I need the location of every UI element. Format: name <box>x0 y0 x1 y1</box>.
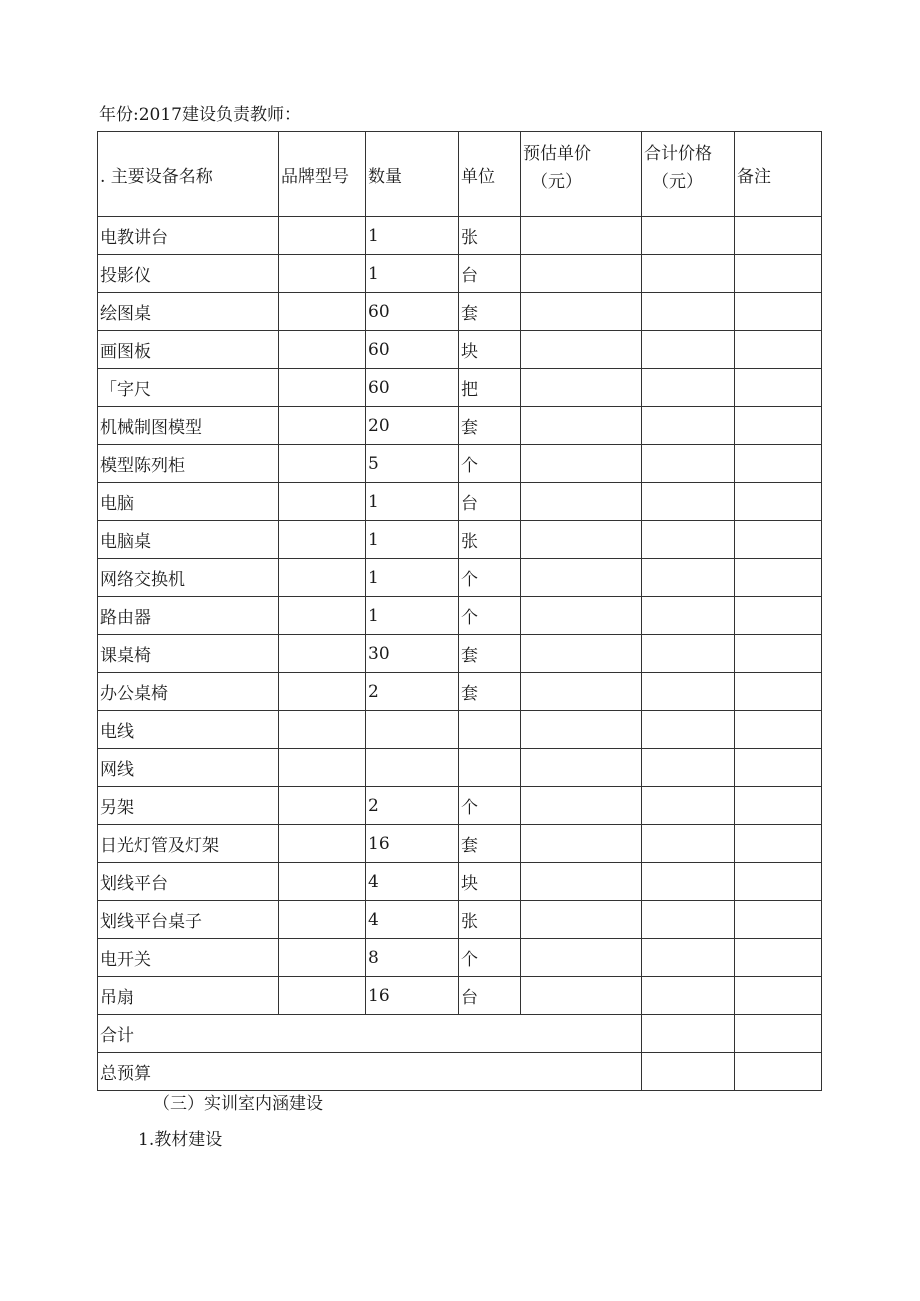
cell-name: 画图板 <box>98 331 279 369</box>
cell-unit: 个 <box>459 787 521 825</box>
cell-note <box>735 749 822 787</box>
cell-note <box>735 331 822 369</box>
cell-total-price <box>642 901 735 939</box>
cell-qty <box>366 749 459 787</box>
cell-name: 绘图桌 <box>98 293 279 331</box>
cell-qty: 5 <box>366 445 459 483</box>
cell-unit-price <box>521 331 642 369</box>
table-row <box>98 863 822 901</box>
cell-qty: 4 <box>366 901 459 939</box>
cell-note <box>735 217 822 255</box>
cell-total-price <box>642 635 735 673</box>
cell-unit: 套 <box>459 673 521 711</box>
cell-total-price <box>642 445 735 483</box>
col-header-name: . 主要设备名称 <box>98 132 279 217</box>
cell-brand <box>279 635 366 673</box>
cell-unit: 台 <box>459 483 521 521</box>
col-header-total-price-label: 合计价格 <box>644 144 712 164</box>
table-row <box>98 635 822 673</box>
cell-unit-price <box>521 293 642 331</box>
cell-note <box>735 787 822 825</box>
cell-brand <box>279 673 366 711</box>
table-header-row <box>98 132 822 217</box>
col-header-note: 备注 <box>735 132 822 217</box>
cell-qty: 60 <box>366 369 459 407</box>
cell-note <box>735 521 822 559</box>
table-row <box>98 939 822 977</box>
cell-unit-price <box>521 521 642 559</box>
cell-name: 办公桌椅 <box>98 673 279 711</box>
cell-note <box>735 293 822 331</box>
cell-unit: 套 <box>459 635 521 673</box>
cell-unit-price <box>521 597 642 635</box>
cell-name: 网络交换机 <box>98 559 279 597</box>
cell-unit-price <box>521 863 642 901</box>
cell-name: 日光灯管及灯架 <box>98 825 279 863</box>
cell-unit-price <box>521 635 642 673</box>
cell-note <box>735 559 822 597</box>
table-row <box>98 749 822 787</box>
cell-unit-price <box>521 901 642 939</box>
cell-qty: 1 <box>366 217 459 255</box>
cell-note <box>735 483 822 521</box>
cell-unit: 个 <box>459 597 521 635</box>
cell-unit: 张 <box>459 521 521 559</box>
table-row <box>98 901 822 939</box>
col-header-total-price-currency: （元） <box>652 172 703 192</box>
cell-unit-price <box>521 559 642 597</box>
cell-qty: 30 <box>366 635 459 673</box>
cell-unit: 块 <box>459 331 521 369</box>
cell-note <box>735 673 822 711</box>
cell-qty: 1 <box>366 559 459 597</box>
cell-brand <box>279 749 366 787</box>
cell-name: 投影仪 <box>98 255 279 293</box>
cell-unit-price <box>521 749 642 787</box>
summary-note <box>735 1015 822 1053</box>
cell-unit: 套 <box>459 825 521 863</box>
table-row <box>98 217 822 255</box>
cell-name: 电教讲台 <box>98 217 279 255</box>
cell-brand <box>279 863 366 901</box>
col-header-unit-price <box>521 132 642 217</box>
equipment-table <box>97 131 822 1091</box>
cell-total-price <box>642 597 735 635</box>
cell-brand <box>279 255 366 293</box>
col-header-brand: 品牌型号 <box>279 132 366 217</box>
summary-label: 总预算 <box>98 1053 642 1091</box>
cell-qty: 1 <box>366 483 459 521</box>
table-row <box>98 331 822 369</box>
cell-qty: 20 <box>366 407 459 445</box>
cell-total-price <box>642 217 735 255</box>
cell-note <box>735 635 822 673</box>
cell-name: 网线 <box>98 749 279 787</box>
cell-name: 划线平台 <box>98 863 279 901</box>
cell-brand <box>279 217 366 255</box>
cell-unit-price <box>521 673 642 711</box>
section-title: （三）实训室内涵建设 <box>153 1094 323 1114</box>
col-header-qty: 数量 <box>366 132 459 217</box>
cell-qty: 60 <box>366 331 459 369</box>
header-line: 年份:2017建设负责教师： <box>99 105 301 125</box>
summary-label: 合计 <box>98 1015 642 1053</box>
cell-unit-price <box>521 939 642 977</box>
subsection-title: 1.教材建设 <box>138 1130 223 1150</box>
cell-total-price <box>642 407 735 445</box>
cell-total-price <box>642 483 735 521</box>
cell-brand <box>279 939 366 977</box>
cell-total-price <box>642 711 735 749</box>
cell-unit: 台 <box>459 255 521 293</box>
cell-total-price <box>642 939 735 977</box>
cell-unit: 个 <box>459 939 521 977</box>
cell-unit: 套 <box>459 293 521 331</box>
summary-row <box>98 1015 822 1053</box>
cell-brand <box>279 369 366 407</box>
cell-qty: 16 <box>366 825 459 863</box>
col-header-unit-price-currency: （元） <box>531 172 582 192</box>
cell-qty: 1 <box>366 521 459 559</box>
cell-note <box>735 977 822 1015</box>
cell-note <box>735 445 822 483</box>
cell-total-price <box>642 673 735 711</box>
cell-brand <box>279 977 366 1015</box>
table-row <box>98 521 822 559</box>
cell-total-price <box>642 787 735 825</box>
table-row <box>98 369 822 407</box>
cell-qty: 1 <box>366 255 459 293</box>
cell-total-price <box>642 749 735 787</box>
cell-unit: 台 <box>459 977 521 1015</box>
cell-unit-price <box>521 217 642 255</box>
cell-qty: 4 <box>366 863 459 901</box>
table-row <box>98 255 822 293</box>
cell-qty: 8 <box>366 939 459 977</box>
cell-unit-price <box>521 977 642 1015</box>
cell-brand <box>279 483 366 521</box>
cell-name: 「字尺 <box>98 369 279 407</box>
cell-total-price <box>642 977 735 1015</box>
cell-unit: 张 <box>459 901 521 939</box>
cell-unit-price <box>521 445 642 483</box>
cell-name: 划线平台桌子 <box>98 901 279 939</box>
table-row <box>98 293 822 331</box>
cell-note <box>735 407 822 445</box>
table-row <box>98 711 822 749</box>
cell-name: 路由器 <box>98 597 279 635</box>
cell-brand <box>279 901 366 939</box>
cell-unit: 张 <box>459 217 521 255</box>
cell-note <box>735 863 822 901</box>
cell-name: 机械制图模型 <box>98 407 279 445</box>
cell-unit-price <box>521 255 642 293</box>
cell-note <box>735 901 822 939</box>
cell-qty: 2 <box>366 673 459 711</box>
cell-unit: 个 <box>459 559 521 597</box>
cell-unit-price <box>521 483 642 521</box>
table-row <box>98 787 822 825</box>
cell-qty <box>366 711 459 749</box>
cell-unit <box>459 749 521 787</box>
cell-unit-price <box>521 711 642 749</box>
cell-brand <box>279 825 366 863</box>
summary-row <box>98 1053 822 1091</box>
cell-brand <box>279 597 366 635</box>
cell-unit-price <box>521 369 642 407</box>
table-row <box>98 673 822 711</box>
cell-name: 吊扇 <box>98 977 279 1015</box>
cell-brand <box>279 559 366 597</box>
cell-note <box>735 597 822 635</box>
cell-brand <box>279 445 366 483</box>
cell-brand <box>279 293 366 331</box>
col-header-total-price <box>642 132 735 217</box>
summary-note <box>735 1053 822 1091</box>
cell-unit-price <box>521 825 642 863</box>
cell-note <box>735 255 822 293</box>
cell-note <box>735 825 822 863</box>
table-row <box>98 977 822 1015</box>
cell-qty: 2 <box>366 787 459 825</box>
summary-total-price <box>642 1015 735 1053</box>
cell-brand <box>279 407 366 445</box>
cell-unit: 套 <box>459 407 521 445</box>
table-row <box>98 407 822 445</box>
table-row <box>98 559 822 597</box>
table-row <box>98 597 822 635</box>
cell-total-price <box>642 559 735 597</box>
cell-name: 课桌椅 <box>98 635 279 673</box>
col-header-unit-price-label: 预估单价 <box>523 144 591 164</box>
cell-name: 模型陈列柜 <box>98 445 279 483</box>
cell-name: 电脑 <box>98 483 279 521</box>
cell-total-price <box>642 331 735 369</box>
cell-brand <box>279 331 366 369</box>
cell-total-price <box>642 293 735 331</box>
col-header-unit: 单位 <box>459 132 521 217</box>
cell-brand <box>279 787 366 825</box>
cell-unit-price <box>521 787 642 825</box>
cell-name: 电开关 <box>98 939 279 977</box>
cell-total-price <box>642 521 735 559</box>
table-row <box>98 445 822 483</box>
cell-name: 电线 <box>98 711 279 749</box>
cell-qty: 1 <box>366 597 459 635</box>
cell-total-price <box>642 863 735 901</box>
cell-total-price <box>642 369 735 407</box>
cell-unit: 个 <box>459 445 521 483</box>
cell-brand <box>279 521 366 559</box>
cell-brand <box>279 711 366 749</box>
cell-qty: 60 <box>366 293 459 331</box>
cell-unit <box>459 711 521 749</box>
cell-name: 电脑桌 <box>98 521 279 559</box>
cell-name: 另架 <box>98 787 279 825</box>
cell-note <box>735 939 822 977</box>
cell-qty: 16 <box>366 977 459 1015</box>
cell-note <box>735 711 822 749</box>
cell-total-price <box>642 255 735 293</box>
table-row <box>98 483 822 521</box>
cell-unit: 块 <box>459 863 521 901</box>
table-row <box>98 825 822 863</box>
cell-unit: 把 <box>459 369 521 407</box>
cell-unit-price <box>521 407 642 445</box>
cell-note <box>735 369 822 407</box>
summary-total-price <box>642 1053 735 1091</box>
cell-total-price <box>642 825 735 863</box>
